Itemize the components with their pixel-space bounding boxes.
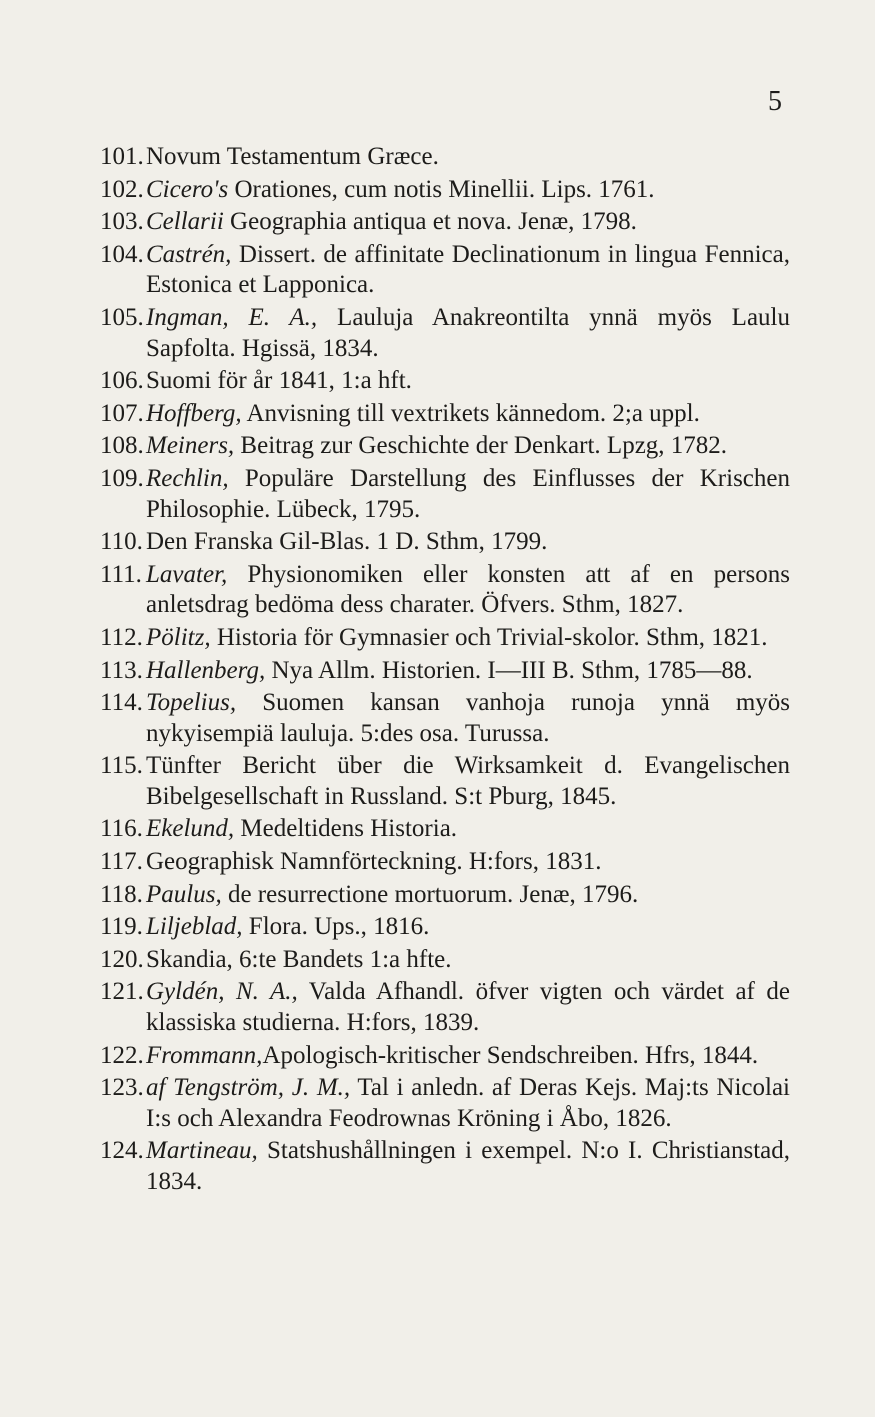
entry-text: Medeltidens Historia.: [234, 815, 458, 843]
entry-author: af Tengström, J. M.,: [146, 1074, 351, 1102]
entry-text: Skandia, 6:te Bandets 1:a hfte.: [146, 945, 452, 973]
entry-number: 114.: [100, 689, 143, 717]
entry-text: Statshushållningen i exempel. N:o I. Christianstad, 1834.: [146, 1137, 790, 1195]
entry-number: 115.: [100, 752, 143, 780]
entry-number: 102.: [100, 175, 144, 203]
entry-author: Castrén,: [146, 240, 232, 268]
entry-text: Populäre Darstellung des Einflusses der Krischen Philosophie. Lübeck, 1795.: [146, 464, 790, 523]
list-item: [100, 751, 790, 812]
entry-author: Meiners,: [146, 432, 235, 460]
entry-author: Topelius,: [146, 689, 237, 717]
entry-number: 118.: [100, 880, 143, 908]
page-number: 5: [768, 86, 782, 117]
entry-text: Geographia antiqua et nova. Jenæ, 1798.: [223, 208, 637, 236]
entry-number: 116.: [100, 815, 143, 843]
entry-author: Cicero's: [146, 175, 229, 203]
list-item: [100, 207, 790, 238]
list-item: [100, 142, 790, 173]
list-item: [100, 945, 790, 976]
entry-author: Ingman, E. A.,: [146, 303, 318, 331]
entry-author: Paulus,: [146, 880, 222, 908]
list-item: [100, 464, 790, 525]
entry-author: Ekelund,: [146, 815, 235, 843]
bibliography-list: [100, 142, 790, 1200]
list-item: [100, 399, 790, 430]
entry-number: 117.: [100, 848, 143, 876]
list-item: [100, 560, 790, 621]
list-item: [100, 366, 790, 397]
list-item: [100, 880, 790, 911]
entry-text: de resurrectione mortuorum. Jenæ, 1796.: [221, 880, 639, 908]
entry-number: 113.: [100, 656, 143, 684]
entry-number: 123.: [100, 1074, 144, 1102]
entry-text: Flora. Ups., 1816.: [242, 913, 430, 941]
entry-author: Liljeblad,: [146, 913, 243, 941]
entry-text: Beitrag zur Geschichte der Denkart. Lpzg, 1782.: [234, 432, 728, 460]
list-item: [100, 814, 790, 845]
entry-number: 120.: [100, 945, 144, 973]
entry-text: Orationes, cum notis Minellii. Lips. 1761.: [228, 175, 655, 203]
list-item: [100, 303, 790, 364]
entry-author: Rechlin,: [146, 464, 229, 492]
entry-number: 105.: [100, 303, 144, 331]
entry-number: 109.: [100, 464, 144, 492]
entry-text: Den Franska Gil-Blas. 1 D. Sthm, 1799.: [146, 528, 548, 556]
entry-author: Hallenberg,: [146, 656, 266, 684]
entry-number: 110.: [100, 528, 143, 556]
entry-author: Gyldén, N. A.,: [146, 978, 298, 1006]
entry-author: Hoffberg,: [146, 399, 242, 427]
entry-author: Frommann,: [146, 1041, 263, 1069]
entry-number: 119.: [100, 913, 143, 941]
list-item: [100, 656, 790, 687]
list-item: [100, 912, 790, 943]
entry-text: Historia för Gymnasier och Trivial-skolor. Sthm, 1821.: [210, 623, 768, 651]
list-item: [100, 240, 790, 301]
list-item: [100, 623, 790, 654]
list-item: [100, 977, 790, 1038]
list-item: [100, 175, 790, 206]
entry-text: Geographisk Namnförteckning. H:fors, 1831.: [146, 848, 602, 876]
entry-number: 106.: [100, 367, 144, 395]
entry-number: 121.: [100, 978, 144, 1006]
list-item: [100, 688, 790, 749]
entry-author: Lavater,: [146, 560, 228, 588]
list-item: [100, 431, 790, 462]
entry-number: 124.: [100, 1137, 144, 1165]
entry-number: 103.: [100, 208, 144, 236]
list-item: [100, 1073, 790, 1134]
entry-number: 107.: [100, 399, 144, 427]
entry-text: Suomen kansan vanhoja runoja ynnä myös nykyisempiä lauluja. 5:des osa. Turussa.: [146, 689, 790, 747]
list-item: [100, 1041, 790, 1072]
entry-author: Pölitz,: [146, 623, 211, 651]
entry-text: Suomi för år 1841, 1:a hft.: [146, 367, 412, 395]
entry-number: 104.: [100, 240, 144, 268]
list-item: [100, 527, 790, 558]
entry-text: Dissert. de affinitate Declinationum in lingua Fennica, Estonica et Lapponica.: [146, 240, 790, 299]
list-item: [100, 1136, 790, 1197]
entry-number: 108.: [100, 432, 144, 460]
entry-text: Lauluja Anakreontilta ynnä myös Laulu Sapfolta. Hgissä, 1834.: [146, 303, 790, 362]
entry-text: Apologisch-kritischer Sendschreiben. Hfrs, 1844.: [262, 1041, 759, 1069]
entry-number: 122.: [100, 1041, 144, 1069]
list-item: [100, 847, 790, 878]
entry-text: Valda Afhandl. öfver vigten och värdet af de klassiska studierna. H:fors, 1839.: [146, 978, 790, 1037]
entry-author: Martineau,: [146, 1137, 258, 1165]
entry-text: Tünfter Bericht über die Wirksamkeit d. Evangelischen Bibelgesellschaft in Russland. S:t Pburg, 1845.: [146, 752, 790, 810]
entry-author: Cellarii: [146, 208, 224, 236]
entry-number: 111.: [100, 560, 142, 588]
entry-text: Tal i anledn. af Deras Kejs. Maj:ts Nicolai I:s och Alexandra Feodrownas Kröning i Åbo, 1826.: [146, 1074, 790, 1132]
entry-number: 112.: [100, 623, 143, 651]
entry-text: Nya Allm. Historien. I—III B. Sthm, 1785—88.: [265, 656, 753, 684]
entry-text: Anvisning till vextrikets kännedom. 2;a uppl.: [241, 399, 700, 427]
entry-text: Novum Testamentum Græce.: [146, 143, 439, 170]
entry-number: 101.: [100, 143, 144, 170]
entry-text: Physionomiken eller konsten att af en persons anletsdrag bedöma dess charater. Öfvers. Sthm, 1827.: [146, 560, 790, 619]
